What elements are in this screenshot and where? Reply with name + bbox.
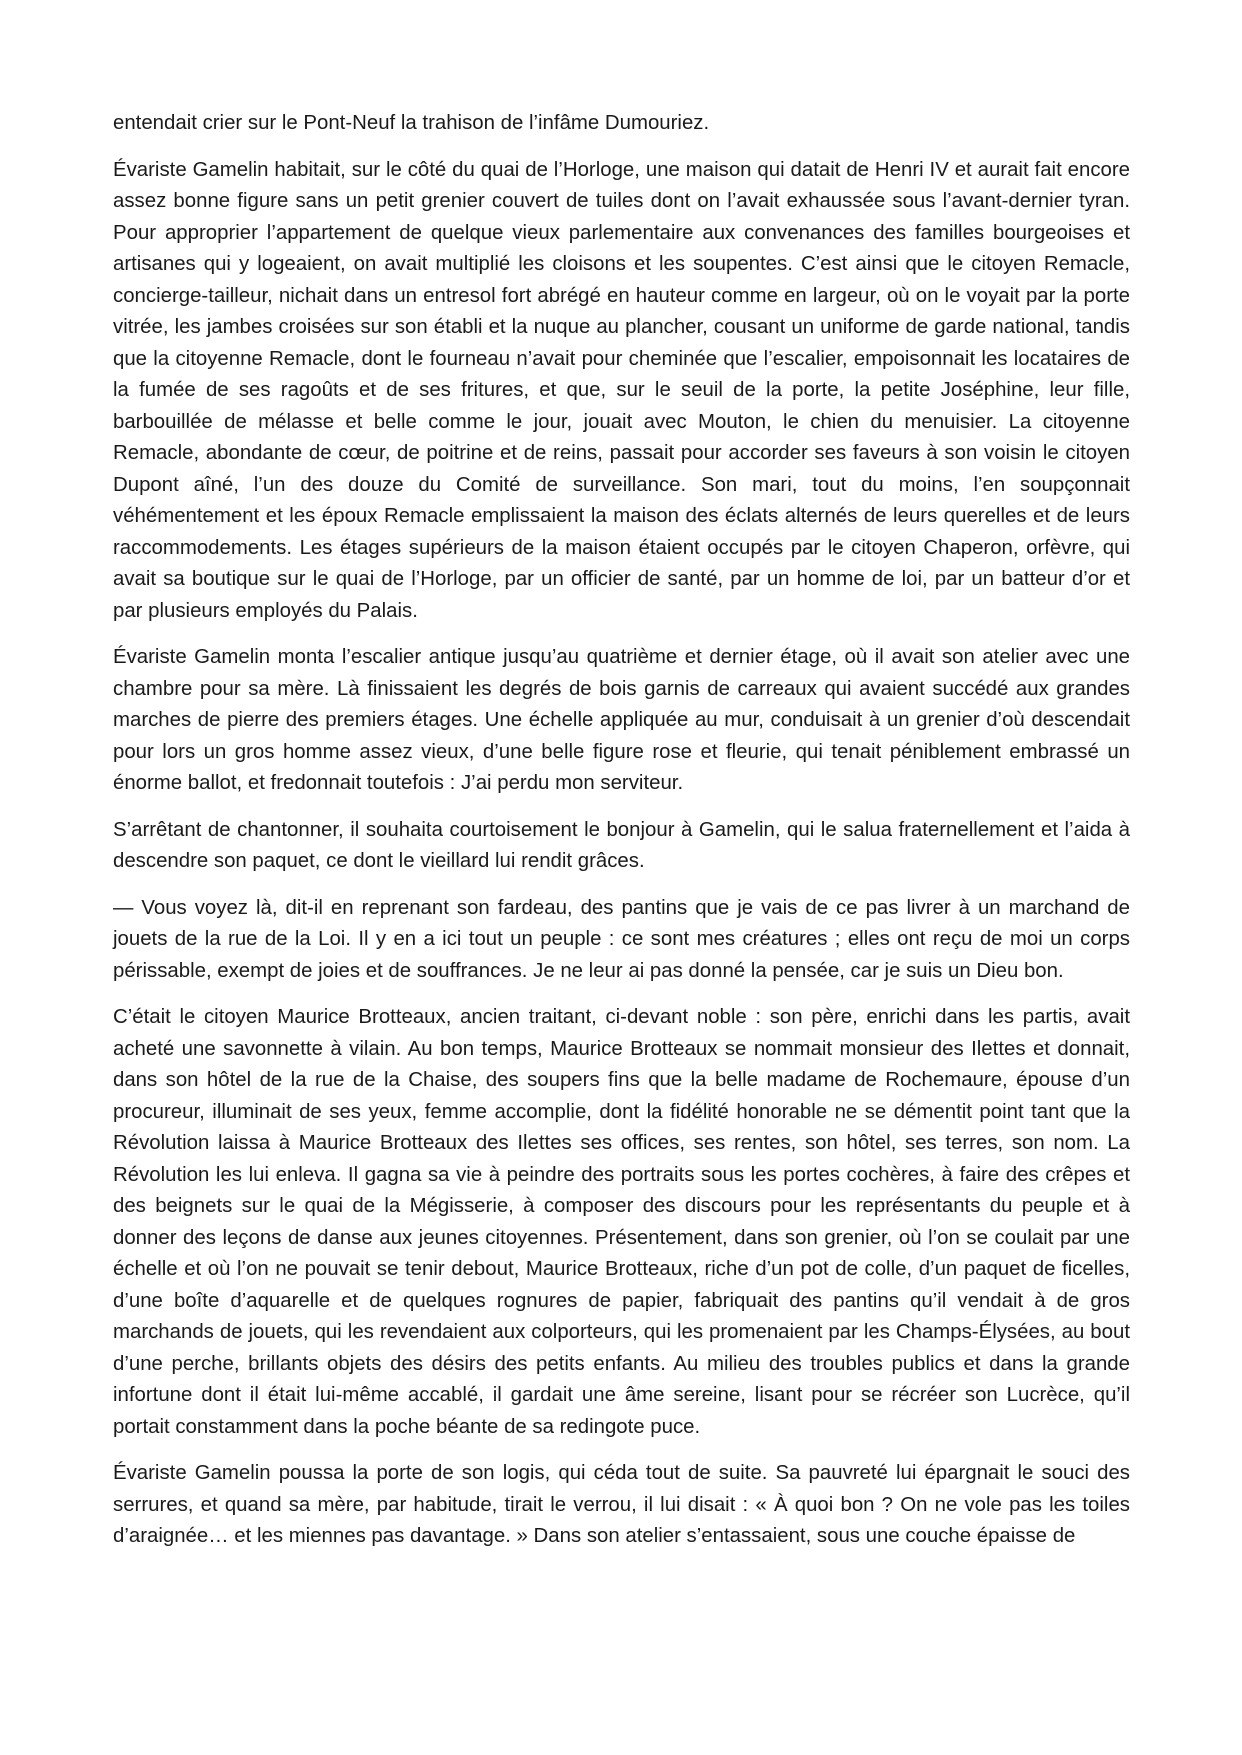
paragraph-7: Évariste Gamelin poussa la porte de son logis, qui céda tout de suite. Sa pauvreté lui épargnait le souci des serrures, et quand sa mère, par habitude, tirait le verrou, il lui disait : « À quoi bon ? On ne vole pas les toiles d’araignée… et les miennes pas davantage. » Dans son atelier s’entassaient, sous une couche épaisse de xyxy=(113,1462,1130,1547)
paragraph-4: S’arrêtant de chantonner, il souhaita courtoisement le bonjour à Gamelin, qui le salua fraternellement et l’aida à descendre son paquet, ce dont le vieillard lui rendit grâces. xyxy=(113,818,1130,872)
document-page xyxy=(113,108,1130,1553)
paragraph-1: entendait crier sur le Pont-Neuf la trahison de l’infâme Dumouriez. xyxy=(113,112,710,134)
paragraph-2: Évariste Gamelin habitait, sur le côté du quai de l’Horloge, une maison qui datait de Henri IV et aurait fait encore assez bonne figure sans un petit grenier couvert de tuiles dont on l’avait exhaussée sous l’avant-dernier tyran. Pour approprier l’appartement de quelque vieux parlementaire aux convenances des familles bourgeoises et artisanes qui y logeaient, on avait multiplié les cloisons et les soupentes. C’est ainsi que le citoyen Remacle, concierge-tailleur, nichait dans un entresol fort abrégé en hauteur comme en largeur, où on le voyait par la porte vitrée, les jambes croisées sur son établi et la nuque au plancher, cousant un uniforme de garde national, tandis que la citoyenne Remacle, dont le fourneau n’avait pour cheminée que l’escalier, empoisonnait les locataires de la fumée de ses ragoûts et de ses fritures, et que, sur le seuil de la porte, la petite Joséphine, leur fille, barbouillée de mélasse et belle comme le jour, jouait avec Mouton, le chien du menuisier. La citoyenne Remacle, abondante de cœur, de poitrine et de reins, passait pour accorder ses faveurs à son voisin le citoyen Dupont aîné, l’un des douze du Comité de surveillance. Son mari, tout du moins, l’en soupçonnait véhémentement et les époux Remacle emplissaient la maison des éclats alternés de leurs querelles et de leurs raccommodements. Les étages supérieurs de la maison étaient occupés par le citoyen Chaperon, orfèvre, qui avait sa boutique sur le quai de l’Horloge, par un officier de santé, par un homme de loi, par un batteur d’or et par plusieurs employés du Palais. xyxy=(113,158,1130,622)
paragraph-5: — Vous voyez là, dit-il en reprenant son fardeau, des pantins que je vais de ce pas livrer à un marchand de jouets de la rue de la Loi. Il y en a ici tout un peuple : ce sont mes créatures ; elles ont reçu de moi un corps périssable, exempt de joies et de souffrances. Je ne leur ai pas donné la pensée, car je suis un Dieu bon. xyxy=(113,896,1130,982)
paragraph-3: Évariste Gamelin monta l’escalier antique jusqu’au quatrième et dernier étage, où il avait son atelier avec une chambre pour sa mère. Là finissaient les degrés de bois garnis de carreaux qui avaient succédé aux grandes marches de pierre des premiers étages. Une échelle appliquée au mur, conduisait à un grenier d’où descendait pour lors un gros homme assez vieux, d’une belle figure rose et fleurie, qui tenait péniblement embrassé un énorme ballot, et fredonnait toutefois : J’ai perdu mon serviteur. xyxy=(113,646,1130,794)
paragraph-6: C’était le citoyen Maurice Brotteaux, ancien traitant, ci-devant noble : son père, enrichi dans les partis, avait acheté une savonnette à vilain. Au bon temps, Maurice Brotteaux se nommait monsieur des Ilettes et donnait, dans son hôtel de la rue de la Chaise, des soupers fins que la belle madame de Rochemaure, épouse d’un procureur, illuminait de ses yeux, femme accomplie, dont la fidélité honorable ne se démentit point tant que la Révolution laissa à Maurice Brotteaux des Ilettes ses offices, ses rentes, son hôtel, ses terres, son nom. La Révolution les lui enleva. Il gagna sa vie à peindre des portraits sous les portes cochères, à faire des crêpes et des beignets sur le quai de la Mégisserie, à composer des discours pour les représentants du peuple et à donner des leçons de danse aux jeunes citoyennes. Présentement, dans son grenier, où l’on se coulait par une échelle et où l’on ne pouvait se tenir debout, Maurice Brotteaux, riche d’un pot de colle, d’un paquet de ficelles, d’une boîte d’aquarelle et de quelques rognures de papier, fabriquait des pantins qu’il vendait à de gros marchands de jouets, qui les revendaient aux colporteurs, qui les promenaient par les Champs-Élysées, au bout d’une perche, brillants objets des désirs des petits enfants. Au milieu des troubles publics et dans la grande infortune dont il était lui-même accablé, il gardait une âme sereine, lisant pour se récréer son Lucrèce, qu’il portait constamment dans la poche béante de sa redingote puce. xyxy=(113,1006,1130,1438)
